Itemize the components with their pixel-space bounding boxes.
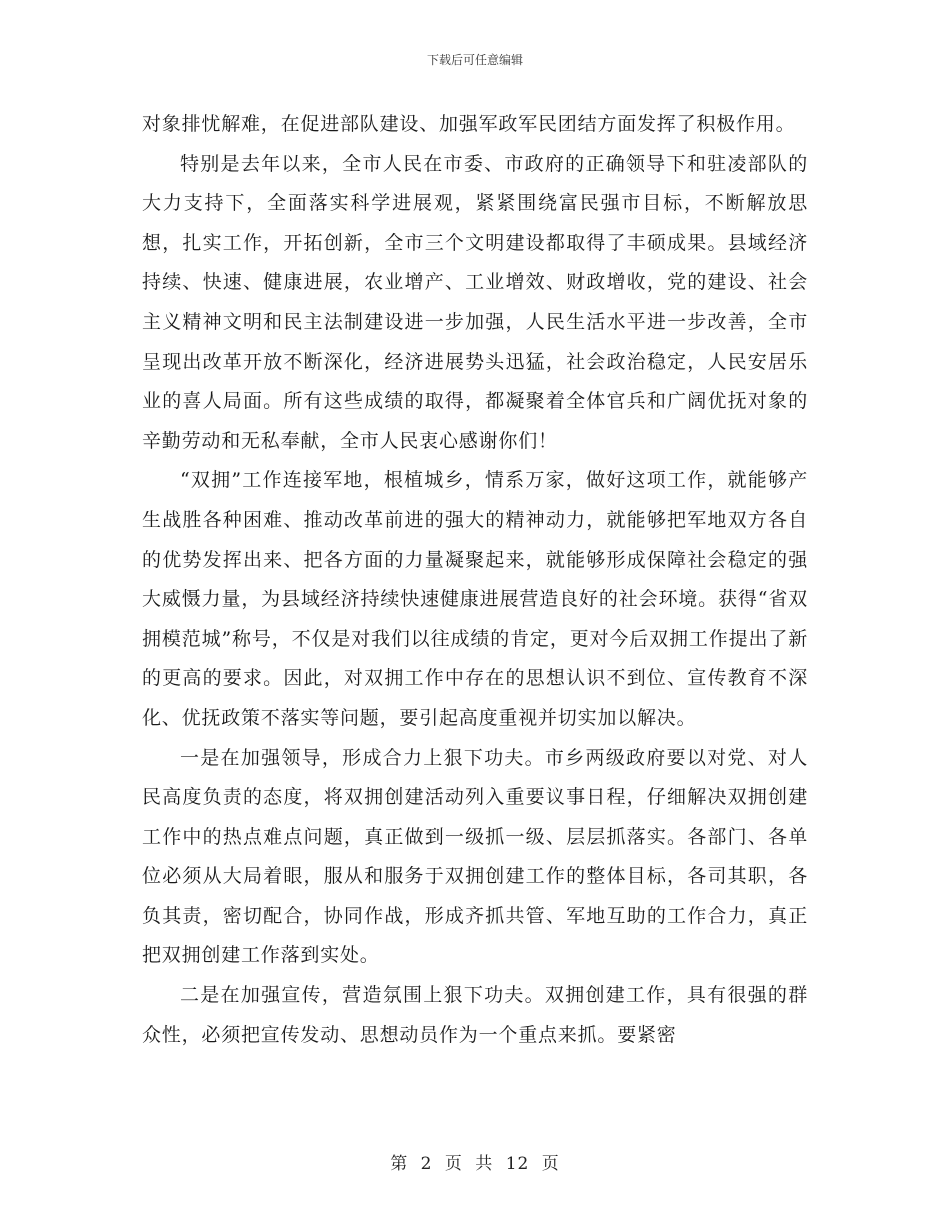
page-header: 下载后可任意编辑 — [426, 53, 523, 67]
footer-prefix: 第 — [390, 1154, 409, 1174]
paragraph-5: 二是在加强宣传，营造氛围上狠下功夫。双拥创建工作，具有很强的群众性，必须把宣传发动、思想动员作为一个重点来抓。要紧密 — [142, 984, 808, 1046]
page-footer — [0, 1153, 950, 1175]
paragraph-4: 一是在加强领导，形成合力上狠下功夫。市乡两级政府要以对党、对人民高度负责的态度，将双拥创建活动列入重要议事日程，仔细解决双拥创建工作中的热点难点问题，真正做到一级抓一级、层层抓落实。各部门、各单位必须从大局着眼，服从和服务于双拥创建工作的整体目标，各司其职，各负其责，密切配合，协同作战，形成齐抓共管、军地互助的工作合力，真正把双拥创建工作落到实处。 — [142, 746, 808, 967]
document-body — [142, 105, 808, 1055]
paragraph-1: 对象排忧解难，在促进部队建设、加强军政军民团结方面发挥了积极作用。 — [142, 113, 796, 135]
footer-page-word: 页 — [444, 1154, 463, 1174]
paragraph-2: 特别是去年以来，全市人民在市委、市政府的正确领导下和驻凌部队的大力支持下，全面落实科学进展观，紧紧围绕富民强市目标，不断解放思想，扎实工作，开拓创新，全市三个文明建设都取得了丰硕成果。县域经济持续、快速、健康进展，农业增产、工业增效、财政增收，党的建设、社会主义精神文明和民主法制建设进一步加强，人民生活水平进一步改善，全市呈现出改革开放不断深化，经济进展势头迅猛，社会政治稳定，人民安居乐业的喜人局面。所有这些成绩的取得，都凝聚着全体官兵和广阔优抚对象的辛勤劳动和无私奉献，全市人民衷心感谢你们！ — [142, 152, 808, 452]
current-page-number: 2 — [420, 1154, 433, 1174]
footer-total-word: 共 — [475, 1154, 494, 1174]
footer-suffix: 页 — [541, 1154, 560, 1174]
paragraph-3: “双拥”工作连接军地，根植城乡，情系万家，做好这项工作，就能够产生战胜各种困难、推动改革前进的强大的精神动力，就能够把军地双方各自的优势发挥出来、把各方面的力量凝聚起来，就能够形成保障社会稳定的强大威慑力量，为县域经济持续快速健康进展营造良好的社会环境。获得“省双拥模范城”称号，不仅是对我们以往成绩的肯定，更对今后双拥工作提出了新的更高的要求。因此，对双拥工作中存在的思想认识不到位、宣传教育不深化、优抚政策不落实等问题，要引起高度重视并切实加以解决。 — [142, 469, 808, 729]
total-page-number: 12 — [505, 1154, 530, 1174]
